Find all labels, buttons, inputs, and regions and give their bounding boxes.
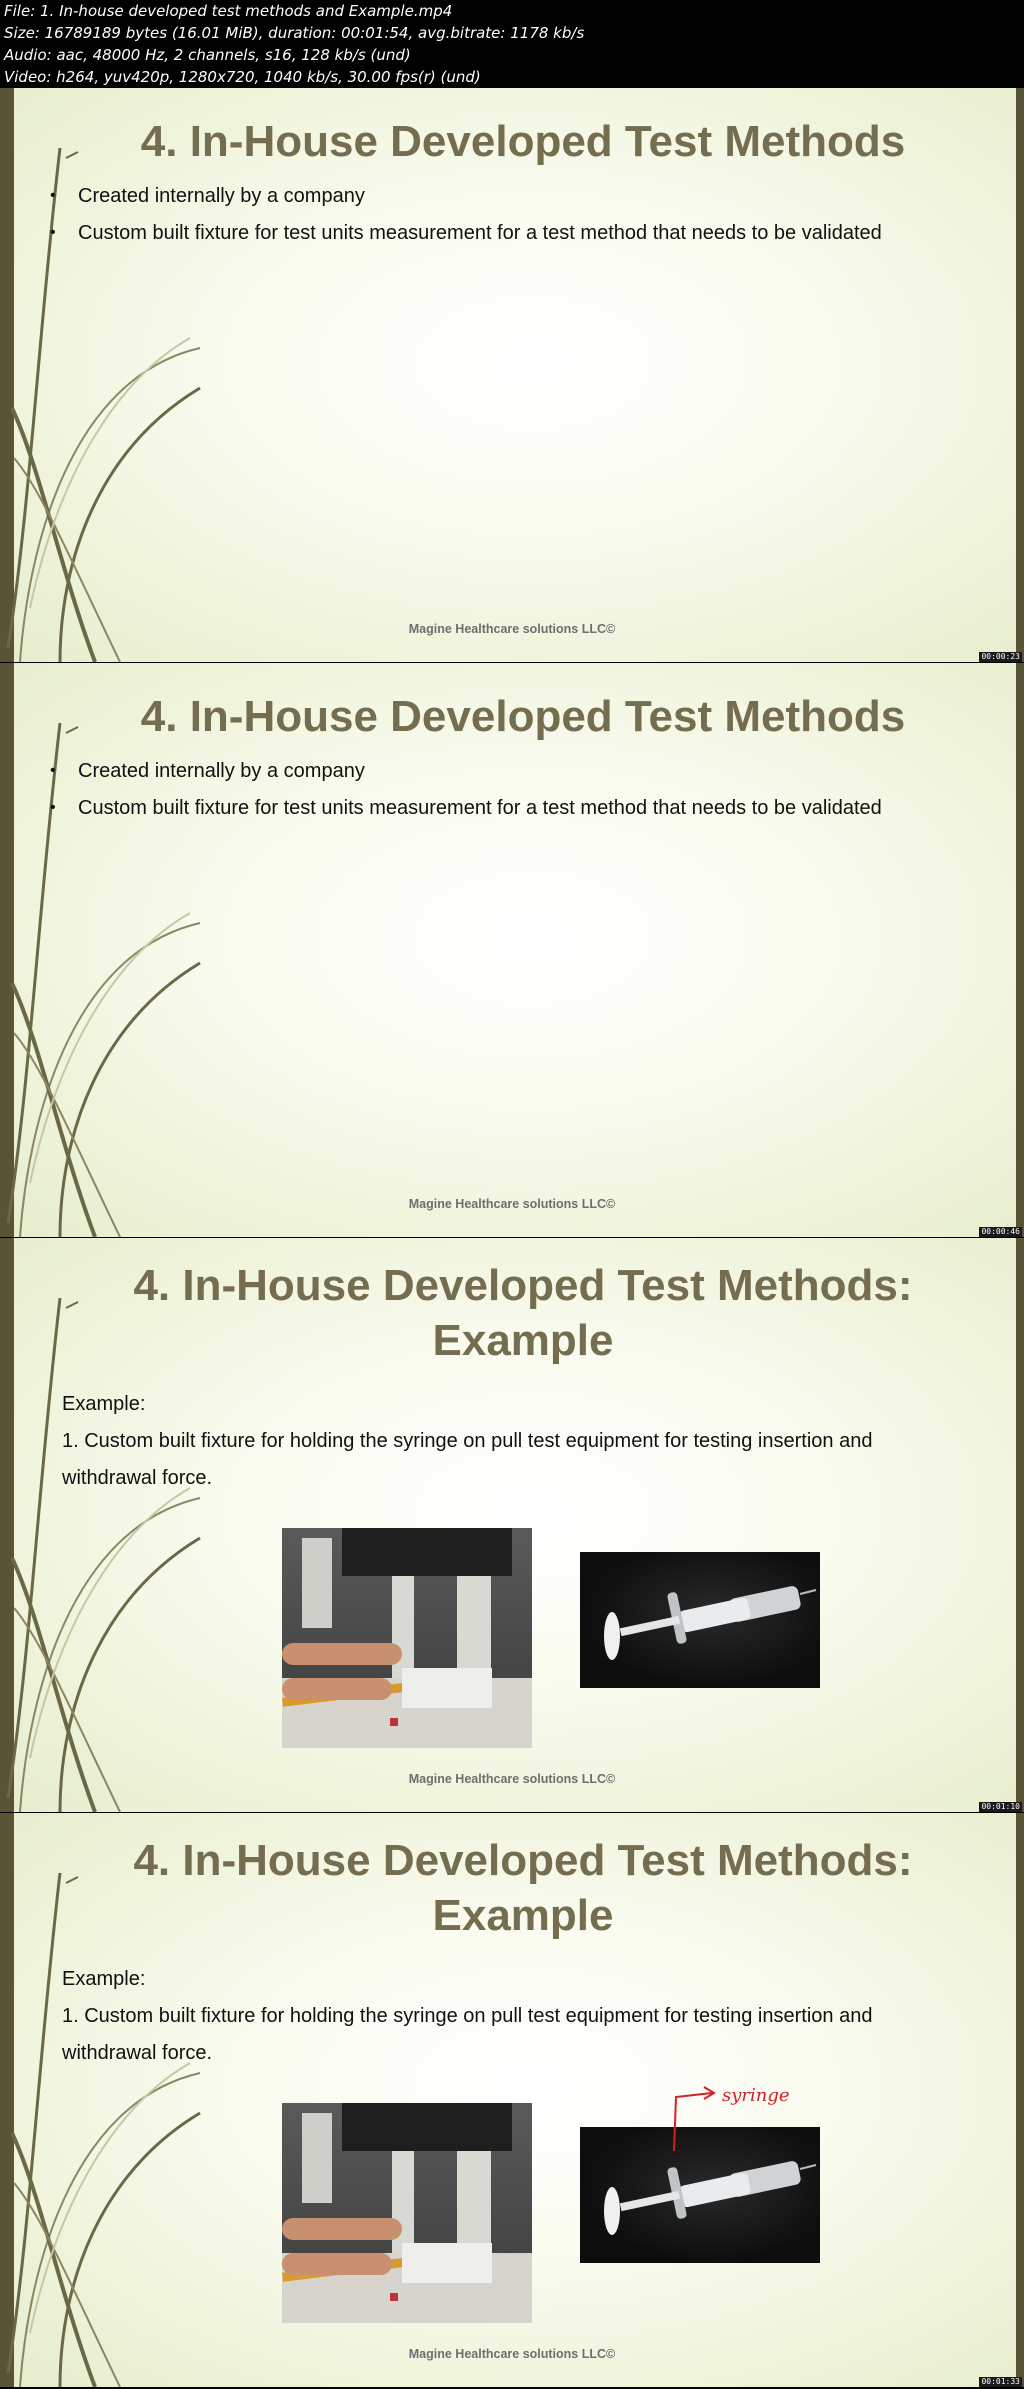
slide-footer: Magine Healthcare solutions LLC© xyxy=(408,2347,616,2361)
video-frame-4 xyxy=(0,1813,1024,2387)
frame-right-edge xyxy=(1016,663,1024,1237)
bullet-text: Custom built fixture for test units measurement for a test method that needs to be validated xyxy=(78,222,882,244)
example-line-1: 1. Custom built fixture for holding the syringe on pull test equipment for testing insertion and xyxy=(62,2005,873,2027)
bullet-icon: • xyxy=(50,799,56,816)
bullet-item xyxy=(50,796,882,833)
file-size-line: Size: 16789189 bytes (16.01 MiB), duration: 00:01:54, avg.bitrate: 1178 kb/s xyxy=(4,24,585,42)
bullet-item xyxy=(50,221,882,258)
slide-title xyxy=(30,1833,1016,1943)
example-label: Example: xyxy=(62,1393,146,1415)
slide-title-line-1: 4. In-House Developed Test Methods: xyxy=(133,1261,913,1310)
example-line-2: withdrawal force. xyxy=(62,1467,213,1489)
video-frame-1 xyxy=(0,88,1024,662)
slide-title xyxy=(30,1258,1016,1368)
slide-footer: Magine Healthcare solutions LLC© xyxy=(408,1772,616,1786)
slide-footer: Magine Healthcare solutions LLC© xyxy=(408,622,616,636)
frame-right-edge xyxy=(1016,88,1024,662)
slide-title: 4. In-House Developed Test Methods xyxy=(140,117,906,166)
frame-right-edge xyxy=(1016,1813,1024,2387)
bullet-text: Created internally by a company xyxy=(78,185,365,207)
slide-title-line-2: Example xyxy=(432,1891,614,1940)
frame-timestamp: 00:01:33 xyxy=(981,2377,1020,2386)
frame-timestamp: 00:00:23 xyxy=(981,652,1020,661)
bullet-icon: • xyxy=(50,224,56,241)
syringe-annotation xyxy=(660,2083,820,2153)
decorative-swoosh xyxy=(0,663,260,1237)
decorative-swoosh xyxy=(0,88,260,662)
example-line-1: 1. Custom built fixture for holding the syringe on pull test equipment for testing insertion and xyxy=(62,1430,873,1452)
example-text xyxy=(62,1386,872,1497)
frame-timestamp: 00:01:10 xyxy=(981,1802,1020,1811)
video-frame-3 xyxy=(0,1238,1024,1812)
example-label: Example: xyxy=(62,1968,146,1990)
bullet-text: Custom built fixture for test units measurement for a test method that needs to be validated xyxy=(78,797,882,819)
bullet-text: Created internally by a company xyxy=(78,760,365,782)
example-line-2: withdrawal force. xyxy=(62,2042,213,2064)
frame-timestamp: 00:00:46 xyxy=(981,1227,1020,1236)
pull-test-machine-photo xyxy=(282,1528,532,1748)
file-name-line: File: 1. In-house developed test methods and Example.mp4 xyxy=(4,2,453,20)
example-text xyxy=(62,1961,872,2072)
file-info-header xyxy=(0,0,1024,88)
slide-title-line-2: Example xyxy=(432,1316,614,1365)
annotation-text: syringe xyxy=(722,2085,790,2106)
bullet-item xyxy=(50,759,882,796)
slide-title: 4. In-House Developed Test Methods xyxy=(140,692,906,741)
bullet-list xyxy=(50,759,882,833)
slide-footer: Magine Healthcare solutions LLC© xyxy=(408,1197,616,1211)
video-frame-2 xyxy=(0,663,1024,1237)
bullet-icon: • xyxy=(50,187,56,204)
syringe-photo xyxy=(580,1552,820,1688)
video-info-line: Video: h264, yuv420p, 1280x720, 1040 kb/s, 30.00 fps(r) (und) xyxy=(4,68,481,86)
bullet-icon: • xyxy=(50,762,56,779)
bullet-list xyxy=(50,184,882,258)
bullet-item xyxy=(50,184,882,221)
frame-right-edge xyxy=(1016,1238,1024,1812)
pull-test-machine-photo xyxy=(282,2103,532,2323)
slide-title-line-1: 4. In-House Developed Test Methods: xyxy=(133,1836,913,1885)
audio-info-line: Audio: aac, 48000 Hz, 2 channels, s16, 128 kb/s (und) xyxy=(4,46,411,64)
